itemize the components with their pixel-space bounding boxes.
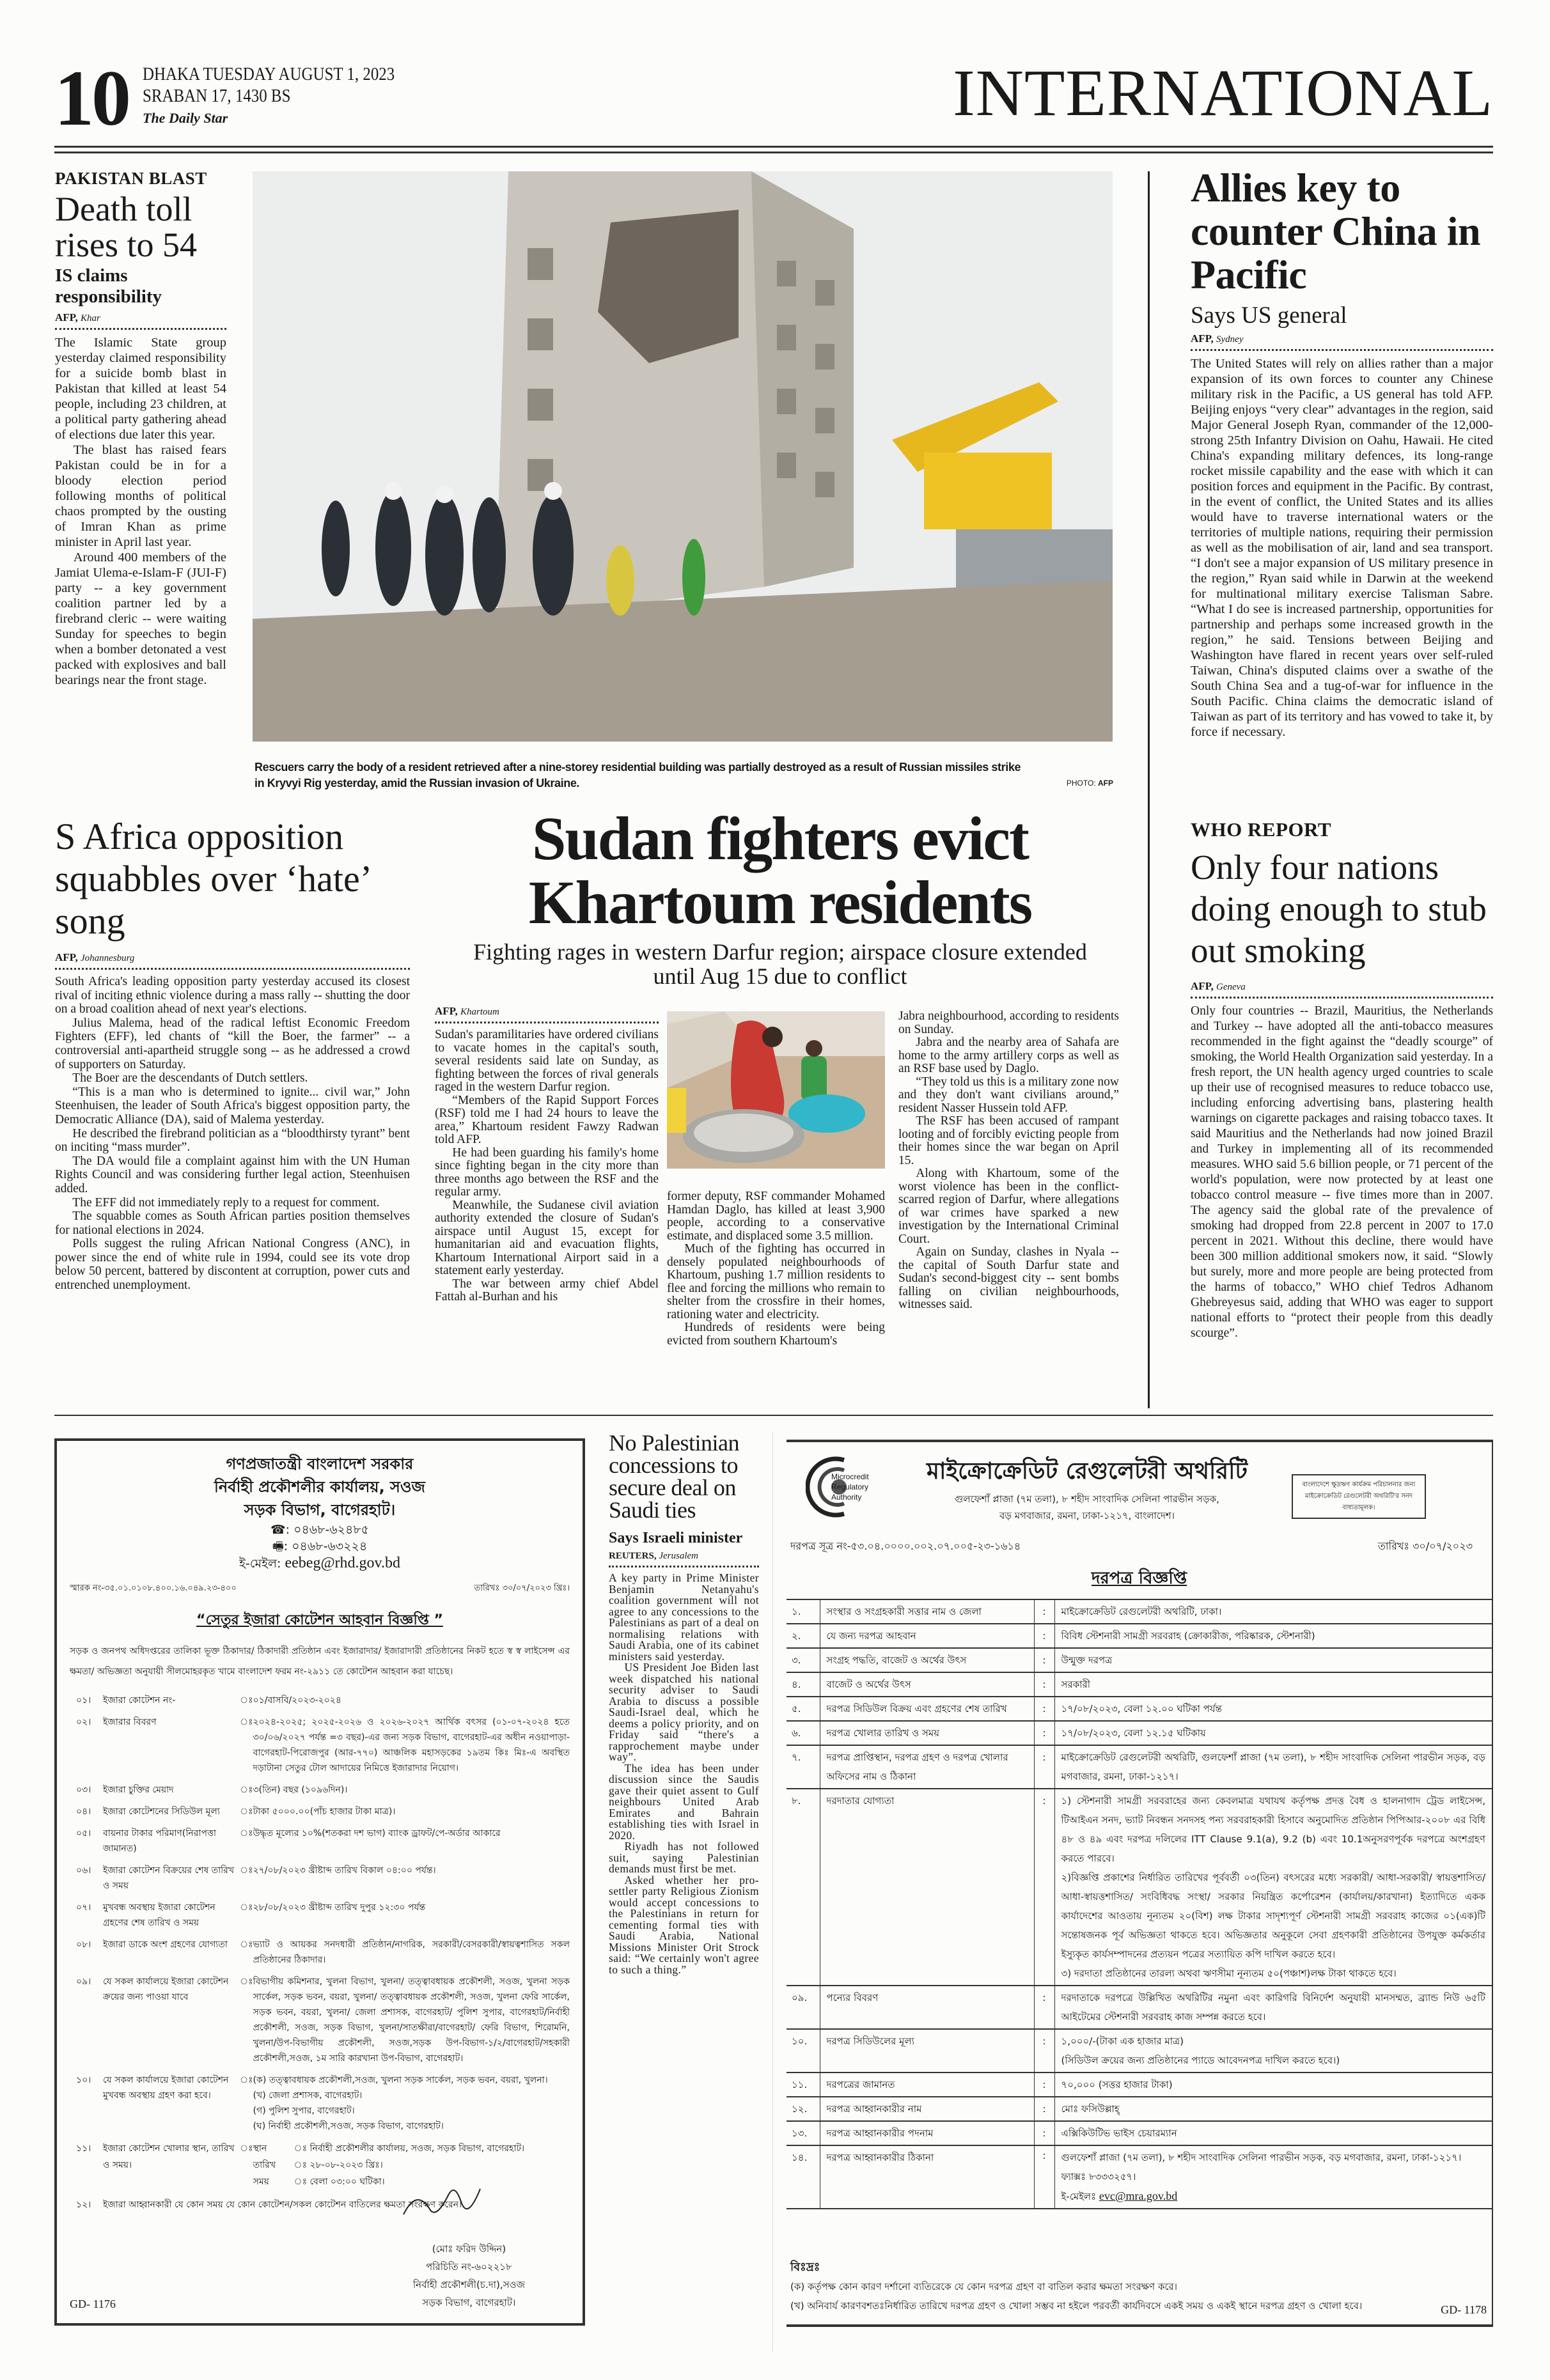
headline-line-1: Sudan fighters evict <box>532 804 1028 873</box>
item-label: ইজারা ডাকে অংশ গ্রহণের যোগ্যতা <box>103 1940 228 1950</box>
phone-number: : ০৪৬৮-৬২৪৮৫ <box>285 1523 370 1537</box>
row-colon: : <box>1034 1697 1054 1721</box>
item-colon: ঃ <box>240 1717 253 1727</box>
item-number: ১১। <box>76 2143 91 2154</box>
sudan-photo <box>667 1011 885 1169</box>
row-number: ৩. <box>787 1648 820 1672</box>
item-row <box>70 1801 570 1823</box>
item-colon: ঃ <box>240 1865 253 1876</box>
headline <box>435 804 1125 937</box>
tender-row <box>787 1745 1492 1789</box>
row-value: মোঃ ফসিউল্লাহ্ <box>1061 2103 1120 2115</box>
article-palestinian-concessions <box>609 1432 759 1975</box>
paragraph: The blast has raised fears Pakistan could be in for a bloody election period following months of political chaos prompted by the ousting of Imran Khan as prime minister in April last year. <box>55 443 226 549</box>
item-colon: ঃ <box>240 2075 253 2085</box>
fax-icon: 🖷 <box>272 1539 284 1553</box>
tender-row <box>787 1789 1492 1986</box>
item-value: ৩(তিন) বছর (১০৯৬দিন)। <box>253 1785 348 1795</box>
subhead: Fighting rages in western Darfur region; airspace closure extended until Aug 15 due to conflict <box>473 939 1087 989</box>
row-label: দরপত্রের জামানত <box>820 2073 1034 2097</box>
paragraph: The idea has been under discussion since the Saudis gave their quiet assent to Gulf neighbours United Arab Emirates and Bahrain establishing ties with Israel in 2020. <box>609 1761 759 1842</box>
item-number: ০৬। <box>76 1865 91 1876</box>
agency: AFP, <box>55 951 78 963</box>
signatory-line: নির্বাহী প্রকৌশলী(চ.দা),সওজ <box>412 2279 525 2291</box>
item-number: ১০। <box>76 2075 91 2085</box>
item-label: ইজারার বিবরণ <box>103 1717 157 1727</box>
row-label: পন্যের বিবরণ <box>820 1986 1034 2029</box>
phone-icon: ☎ <box>270 1523 286 1537</box>
signatory <box>413 2240 525 2312</box>
place-label: স্থান <box>253 2143 267 2154</box>
paragraph: The RSF has been accused of rampant looting and of forcibly evicting people from their homes since the war began on April 15. <box>898 1114 1119 1167</box>
paragraph: Riyadh has not followed suit, saying Palestinian demands must first be met. <box>609 1840 759 1875</box>
divider <box>1191 997 1493 999</box>
agency: AFP, <box>1191 332 1214 345</box>
row-label: দরপত্র সিডিউলের মূল্য <box>820 2029 1034 2073</box>
ad-header <box>70 1452 570 1521</box>
byline <box>1191 332 1493 345</box>
time-label: সময় <box>253 2177 269 2187</box>
credit-source: AFP <box>1098 779 1113 788</box>
item-colon: ঃ <box>240 1940 253 1950</box>
article-pakistan-blast <box>55 169 226 688</box>
sudan-column-1 <box>435 1005 659 1304</box>
row-label: দরপত্র প্রাপ্তিস্থান, দরপত্র গ্রহণ ও দরপত্র খোলার অফিসের নাম ও ঠিকানা <box>820 1745 1034 1789</box>
item-label: ইজারা কোটেশন বিক্রয়ের শেষ তারিখ ও সময় <box>103 1865 235 1891</box>
row-value: উন্মুক্ত দরপত্র <box>1061 1654 1113 1666</box>
memo-row <box>70 1581 570 1596</box>
row-value: দরদাতাকে দরপত্রে উল্লিখিত অথরিটির নমুনা এবং কারিগরি বিনির্দেশ অনুযায়ী মানসম্মত, ব্র্যান্ড নিউ ৬৫টি আইটেমের স্টেশনারী সরবরাহ কাজ সম্পন্ন করতে হবে। <box>1061 1992 1485 2023</box>
item-value: ০১/বাসবি/২০২৩-২০২৪ <box>253 1695 341 1706</box>
headline: No Palestinian concessions to secure deal on Saudi ties <box>609 1430 739 1523</box>
fax <box>70 1538 570 1555</box>
email-label: ই-মেইলঃ <box>1061 2191 1097 2202</box>
bangla-date: SRABAN 17, 1430 BS <box>143 86 291 106</box>
item-row <box>70 1711 570 1779</box>
paragraph: Polls suggest the ruling African National Congress (ANC), in power since the end of white rule in 1994, could see its vote drop below 50 percent, battered by discontent at corruption, power cuts and entrenched unemployment. <box>55 1237 410 1293</box>
caption-text: Rescuers carry the body of a resident retrieved after a nine-storey residential building was partially destroyed as a result of Russian missiles strike in Kryvyi Rig yesterday, amid the Russian invasion of Ukraine. <box>254 761 1021 789</box>
row-colon: : <box>1034 1672 1054 1697</box>
tender-row <box>787 2029 1492 2073</box>
item-label: ইজারা কোটেশন খোলার স্থান, তারিখ ও সময়। <box>103 2143 235 2170</box>
item-label: ইজারা কোটেশনের সিডিউল মূল্য <box>103 1807 220 1817</box>
paragraph: Jabra neighbourhood, according to residents on Sunday. <box>898 1009 1119 1036</box>
memo-number: স্মারক নং-৩৫.০১.০১০৮.৪০০.১৬.০৪৯.২৩-৪০০ <box>70 1583 237 1593</box>
paragraph: Only four countries -- Brazil, Mauritius, the Netherlands and Turkey -- have adopted all the anti-tobacco measures recommended in the fight against the “deadly scourge” of smoking, the World Health Organization said yesterday. In a fresh report, the UN health agency urged countries to scale up their use of recognised measures to reduce tobacco use, including enforcing advertising bans, plastering health warnings on cigarette packages and raising tobacco taxes. It said Mauritius and the Netherlands had now joined Brazil and Turkey in implementing all of its recommended measures. WHO said 5.6 billion people, or 71 percent of the world's population, were now protected by at least one tobacco control measure -- five times more than in 2007. The agency said the global rate of the prevalence of smoking had dropped from 22.8 percent in 2007 to 17.0 percent in 2021. Without this decline, there would have been 300 million additional smokers now, it said. “Slowly but surely, more and more people are being protected from the harms of tobacco,” WHO chief Tedros Adhanom Ghebreyesus said, adding that WHO was eager to support national efforts to “protect their people from this deadly scourge”. <box>1191 1004 1493 1340</box>
row-label: দরপত্র খোলার তারিখ ও সময় <box>820 1721 1034 1745</box>
paragraph: The EFF did not immediately reply to a request for comment. <box>72 1195 380 1209</box>
row-label: দরপত্র আহ্বানকারীর পদনাম <box>820 2121 1034 2145</box>
opening-table <box>70 2137 570 2216</box>
contact <box>70 1521 570 1572</box>
row-number: ৬. <box>787 1721 820 1745</box>
row-colon: : <box>1034 2121 1054 2145</box>
tender-row <box>787 1599 1492 1624</box>
row-number: ১৪. <box>787 2145 820 2209</box>
paragraph: Hundreds of residents were being evicted from southern Khartoum's <box>667 1321 885 1348</box>
row-colon: : <box>1034 2073 1054 2097</box>
paragraph: Much of the fighting has occurred in densely populated neighbourhoods of Khartoum, pushing 1.7 million residents to flee and forcing the millions who remain to shelter from the crossfire in their homes, rationing water and electricity. <box>667 1242 885 1321</box>
ad-code: GD- 1178 <box>1441 2303 1487 2316</box>
row-label: দরদাতার যোগ্যতা <box>820 1789 1034 1986</box>
tender-notice-mra <box>787 1440 1493 2327</box>
item-label: যে সকল কার্যালয়ে ইজারা কোটেশন ক্রয়ের জন্য পাওয়া যাবে <box>103 1977 229 2002</box>
row-colon: : <box>1034 1986 1054 2029</box>
header-rule <box>54 146 1493 153</box>
email <box>70 1555 570 1572</box>
item-text: ইজারা আহ্বানকারী যে কোন সময় যে কোন কোটেশন/সকল কোটেশন বাতিলের ক্ষমতা সংরক্ষণ করেন। <box>103 2200 462 2210</box>
paragraph: A key party in Prime Minister Benjamin Netanyahu's coalition government will not agree to any concessions to the Palestinians as part of a deal on normalising relations with Saudi Arabia, one of its cabinet ministers said yesterday. <box>609 1571 759 1663</box>
item-number: ১২। <box>76 2200 91 2210</box>
row-label: সংস্থার ও সংগ্রহকারী সত্তার নাম ও জেলা <box>820 1599 1034 1624</box>
item-row <box>70 2069 570 2137</box>
item-colon: ঃ <box>240 1807 253 1817</box>
date-label: তারিখ <box>253 2160 276 2170</box>
note: (ক) কর্তৃপক্ষ কোন কারণ দর্শানো ব্যতিরেকে যে কোন দরপত্র গ্রহণ বা বাতিল করার ক্ষমতা সংরক্ষণ করে। <box>790 2281 1177 2292</box>
agency: AFP, <box>435 1005 458 1017</box>
paragraph: The DA would file a complaint against him with the UN Human Rights Council and was considering further legal action, Steenhuisen added. <box>55 1154 410 1195</box>
paragraph: South Africa's leading opposition party yesterday accused its closest rival of inciting ethnic violence during a mass rally -- shutting the door on a broad coalition ahead of next year's elections. <box>55 975 410 1016</box>
credit-label: PHOTO: <box>1066 779 1096 788</box>
agency: REUTERS, <box>609 1551 657 1561</box>
row-number: ৫. <box>787 1697 820 1721</box>
displaced-family-image <box>667 1011 885 1169</box>
item-number: ০১। <box>76 1695 91 1706</box>
date-value: ২৮-০৮-২০২৩ খ্রিঃ। <box>309 2160 383 2170</box>
row-colon: : <box>1034 1648 1054 1672</box>
paragraph: Along with Khartoum, some of the worst violence has been in the conflict-scarred region of Darfur, where allegations of war crimes have sparked a new investigation by the International Criminal Court. <box>898 1167 1119 1246</box>
kicker: PAKISTAN BLAST <box>55 169 207 188</box>
item-number: ০৩। <box>76 1785 91 1795</box>
email <box>1061 2186 1486 2206</box>
date-line: DHAKA TUESDAY AUGUST 1, 2023 <box>143 64 395 84</box>
row-value: ১) স্টেশনারী সামগ্রী সরবরাহের জন্য কেবলমাত্র যথাযথ কর্তৃপক্ষ প্রদত্ত বৈধ ও হালনাগাদ ট্রেড লাইসেন্স, টিআইএন সনদ, ভ্যাট নিবন্ধন সনদসহ পন্য সরবরাহকারী হিসাবে অনুমোদিত প্রতিষ্ঠান পিপিআর-২০০৮ এর বিধি ৪৮ ও ৪৯ এবং দরপত্র দলিলের ITT Clause 9.1(a), 9.2 (b) এবং 10.1অনুসরণপূর্বক দরপত্রে অংশগ্রহণ করতে পারবে। ২)বিজ্ঞপ্তি প্রকাশের নির্ধারিত তারিখের পূর্ববর্তী ০৩(তিন) বৎসরের মধ্যে সরকারী/ আধা-সরকারী/ স্বায়ত্তশাসিত/ আধা-স্বায়ত্তশাসিত/ সংবিধিবদ্ধ সংস্থা/ সরকার নিয়ন্ত্রিত কর্পোরেশন (কার্যালয়/কারখানা) ইত্যাদিতে একক কার্যাদেশের আওতায় নূন্যতম ২০(বিশ) লক্ষ টাকার সাদৃশ্যপূর্ণ স্টেশনারী সামগ্রী সরবরাহ কাজের ০১(এক)টি সন্তোষজনক পূর্ব অভিজ্ঞতা থাকতে হবে। অভিজ্ঞতার অনুকূলে সেবা গ্রহণকারী প্রতিষ্ঠানের উপযুক্ত কর্মকর্তার ইস্যুকৃত কার্যসম্পাদনের প্রত্যয়ন পত্রের সত্যায়িত কপি দাখিল করতে হবে। ৩) দরদাতা প্রতিষ্ঠানের তারল্য অথবা ঋণসীমা নূন্যতম ৫০(পঞ্চাশ)লক্ষ টাকা থাকতে হবে। <box>1061 1795 1485 1979</box>
row-number: ১১. <box>787 2073 820 2097</box>
tender-row <box>787 2121 1492 2145</box>
paragraph: Meanwhile, the Sudanese civil aviation authority extended the closure of Sudan's airspace until August 15, except for humanitarian aid and evacuation flights, Khartoum International Airport said in a statement early yesterday. <box>435 1198 659 1277</box>
tender-notice-rhd-bagerhat <box>54 1438 585 2326</box>
article-allies-china <box>1191 166 1493 740</box>
item-value: ২৭/০৮/২০২৩ খ্রীষ্টাব্দ তারিখ বিকাল ০৪:০০ পর্যন্ত। <box>253 1865 436 1876</box>
paragraph: Jabra and the nearby area of Sahafa are home to the army artillery corps as well as an RSF base used by Daglo. <box>898 1036 1119 1075</box>
phone <box>70 1521 570 1538</box>
agency: AFP, <box>55 311 78 323</box>
article-body <box>609 1573 759 1975</box>
item-colon: ঃ <box>240 1977 253 1987</box>
header-line: গণপ্রজাতন্ত্রী বাংলাদেশ সরকার <box>226 1455 414 1473</box>
article-body <box>55 335 226 688</box>
row-colon: : <box>1034 2145 1054 2209</box>
row-number: ২. <box>787 1624 820 1648</box>
paragraph: He had been guarding his family's home since fighting began in the city more than three months ago between the RSF and the regular army. <box>435 1146 659 1199</box>
row-value: এক্সিকিউটিভ ভাইস চেয়ারম্যান <box>1061 2127 1177 2139</box>
sudan-column-2 <box>667 1190 885 1348</box>
dateline: Khartoum <box>460 1007 499 1017</box>
item-colon: ঃ <box>240 1785 253 1795</box>
row-colon: : <box>1034 1599 1054 1624</box>
row-colon: : <box>1034 1789 1054 1986</box>
page-number: 10 <box>54 54 129 142</box>
page-header <box>54 54 1493 155</box>
row-label: দরপত্র আহ্বানকারীর নাম <box>820 2097 1034 2121</box>
section-title: INTERNATIONAL <box>953 56 1493 130</box>
row-value: ৭০,০০০ (সত্তর হাজার টাকা) <box>1061 2079 1173 2090</box>
opening-time: সময় ঃ বেলা ০৩:০০ ঘটিকা। <box>253 2174 570 2190</box>
paragraph: former deputy, RSF commander Mohamed Hamdan Daglo, has killed at least 3,900 people, according to a conservative estimate, and displaced some 3.5 million. <box>667 1190 885 1243</box>
tender-row <box>787 1648 1492 1672</box>
mra-logo <box>806 1455 889 1519</box>
divider <box>1191 349 1493 351</box>
article-who-smoking <box>1191 818 1493 1341</box>
paragraph: Around 400 members of the Jamiat Ulema-e-Islam-F (JUI-F) party -- a key government coalition partner led by a firebrand cleric -- were waiting Sunday for speeches to begin when a bomber detonated a vest packed with explosives and ball bearings near the front stage. <box>55 550 226 687</box>
memo-date: তারিখঃ ৩০/০৭/২০২৩ খ্রিঃ। <box>474 1583 570 1593</box>
row-number: ১২. <box>787 2097 820 2121</box>
row-number: ৪. <box>787 1672 820 1697</box>
item-row <box>70 1823 570 1860</box>
headline: Only four nations doing enough to stub out smoking <box>1191 848 1487 970</box>
row-number: ৮. <box>787 1789 820 1986</box>
tender-row <box>787 1986 1492 2029</box>
byline <box>55 951 410 964</box>
item-value: ভ্যাট ও আয়কর সনদধারী প্রতিষ্ঠান/নাগরিক, সরকারী/বেসরকারী/স্বায়ত্বশাসিত সকল প্রতিষ্ঠানের ঠিকাদার। <box>253 1940 570 1965</box>
row-colon: : <box>1034 1745 1054 1789</box>
item-number: ০৫। <box>76 1828 91 1839</box>
item-value: উদ্ধৃত মূল্যের ১০%(শতকরা দশ ভাগ) ব্যাংক ড্রাফট/পে-অর্ডার আকারে <box>253 1828 501 1839</box>
paragraph: US President Joe Biden last week dispatched his national security adviser to Saudi Arabia to discuss a possible Saudi-Israel deal, which he deems a policy priority, and on Friday said “there's a rapprochement maybe under way”. <box>609 1661 759 1763</box>
dateline: Geneva <box>1216 982 1246 992</box>
item-colon: ঃ <box>240 1695 253 1706</box>
row-colon: : <box>1034 1721 1054 1745</box>
fax-number: : ০৪৬৮-৬৩২২৪ <box>283 1539 368 1553</box>
row-value: ১,০০০/-(টাকা এক হাজার মাত্র) (সিডিউল ক্রয়ের জন্য প্রতিষ্ঠানের প্যাডে আবেদনপত্র দাখিল করতে হবে।) <box>1061 2035 1340 2066</box>
item-row <box>70 1860 570 1897</box>
divider <box>609 1566 759 1567</box>
item-value: ২০২৪-২০২৫; ২০২৫-২০২৬ ও ২০২৬-২০২৭ আর্থিক বৎসর (০১-০৭-২০২৪ হতে ৩০/০৬/২০২৭ পর্যন্ত =৩ বছর)-এর জন্য সড়ক বিভাগ, বাগেরহাট-এর অধীন নওয়াপাড়া-বাগেরহাট-পিরোজপুর (আর-৭৭০) আঞ্চলিক মহাসড়কের ১৯তম কিঃ মিঃ-এ অবস্থিত দড়াটানা সেতুর টোল আদায়ের নিমিত্তে ইজারাদার নিয়োগ। <box>253 1717 570 1773</box>
item-row <box>70 2193 570 2216</box>
item-label: যে সকল কার্যালয়ে ইজারা কোটেশন মুখবন্ধ অবস্থায় গ্রহণ করা হবে। <box>103 2075 229 2101</box>
notice-title: “সেতুর ইজারা কোটেশন আহবান বিজ্ঞপ্তি ” <box>196 1612 443 1628</box>
row-value: বিবিধ স্টেশনারী সামগ্রী সরবরাহ (ক্রোকারীজ, পরিষ্কারক, স্টেশনারী) <box>1061 1630 1315 1642</box>
tender-row <box>787 1672 1492 1697</box>
opening-date: তারিখ ঃ ২৮-০৮-২০২৩ খ্রিঃ। <box>253 2157 570 2174</box>
place-value: নির্বাহী প্রকৌশলীর কার্যালয়, সওজ, সড়ক বিভাগ, বাগেরহাট। <box>309 2143 525 2154</box>
column-rule <box>772 1432 773 2353</box>
paragraph: Sudan's paramilitaries have ordered civilians to vacate homes in the capital's south, several residents said late on Sunday, as fighting between the forces of rival generals raged in the western Darfur region. <box>435 1028 659 1094</box>
headline: Allies key to counter China in Pacific <box>1191 165 1481 297</box>
item-colon: ঃ <box>240 1828 253 1839</box>
header-line: সড়ক বিভাগ, বাগেরহাট। <box>244 1501 396 1519</box>
subhead: IS claims responsibility <box>55 265 162 307</box>
byline <box>55 311 226 324</box>
row-label: দরপত্র সিডিউল বিক্রয় এবং গ্রহণের শেষ তারিখ <box>820 1697 1034 1721</box>
subhead: Says US general <box>1191 302 1347 329</box>
byline <box>435 1005 659 1018</box>
paragraph: Asked whether her pro-settler party Religious Zionism would accept concessions to the Palestinians in return for cementing formal ties with Saudi Arabia, National Missions Minister Orit Strock said: “We certainly won't agree to such a thing.” <box>609 1873 759 1976</box>
tender-date: তারিখঃ ৩০/০৭/২০২৩ <box>1377 1540 1473 1552</box>
headline-line-2: Khartoum residents <box>528 868 1032 937</box>
notes-list <box>790 2277 1487 2315</box>
address-line: বড় মগবাজার, রমনা, ঢাকা-১২১৭, বাংলাদেশ। <box>999 1510 1175 1521</box>
paragraph: Julius Malema, head of the radical leftist Economic Freedom Fighters (EFF), led chants of “kill the Boer, the farmer” -- a controversial anti-apartheid struggle song -- as he addressed a crowd of supporters on Saturday. <box>55 1016 410 1071</box>
signatory-line: পরিচিতি নং-৬০২২১৮ <box>426 2261 512 2273</box>
org-address <box>895 1491 1279 1524</box>
row-value <box>1054 2145 1492 2209</box>
item-row <box>70 2137 570 2193</box>
item-number: ০৪। <box>76 1807 91 1817</box>
ad-code: GD- 1176 <box>70 2298 116 2310</box>
main-photo <box>253 171 1113 742</box>
header-line: নির্বাহী প্রকৌশলীর কার্যালয়, সওজ <box>214 1478 426 1496</box>
tender-row <box>787 1721 1492 1745</box>
row-number: ১৩. <box>787 2121 820 2145</box>
agency: AFP, <box>1191 980 1214 992</box>
tender-title: দরপত্র বিজ্ঞপ্তি <box>1091 1569 1187 1588</box>
license-notice-box: বাংলাদেশে ক্ষুদ্রঋণ কার্যক্রম পরিচালনার জন্য মাইক্রোক্রেডিট রেগুলেটরী অথরিটি'র সনদ বাধ্যতামূলক। <box>1292 1474 1426 1519</box>
paragraph: The Boer are the descendants of Dutch settlers. <box>72 1071 308 1085</box>
headline: S Africa opposition squabbles over ‘hate’ song <box>55 816 370 942</box>
damaged-building-image <box>253 171 1113 742</box>
headline: Death toll rises to 54 <box>55 190 197 264</box>
note: (খ) অনিবার্য কারণবশতঃনির্ধারিত তারিখে দরপত্র গ্রহণ ও খোলা সম্ভব না হইলে পরবর্তী কার্যদিবসে একই সময় ও একই স্থানে দরপত্র গ্রহণ ও খোলা হবে। <box>790 2300 1363 2312</box>
paragraph: “They told us this is a military zone now and they don't want civilians around,” resident Nasser Hussein told AFP. <box>898 1075 1119 1115</box>
tender-row <box>787 2097 1492 2121</box>
tender-row <box>787 2073 1492 2097</box>
section-rule <box>54 1415 1493 1416</box>
row-colon: : <box>1034 1624 1054 1648</box>
divider <box>435 1022 659 1023</box>
paragraph: Again on Sunday, clashes in Nyala -- the capital of South Darfur state and Sudan's second-biggest city -- sent bombs falling on civilian neighbourhoods, witnesses said. <box>898 1245 1119 1311</box>
row-colon: : <box>1034 2097 1054 2121</box>
signatory-line: (মোঃ ফরিদ উদ্দিন) <box>432 2243 506 2255</box>
photo-caption <box>254 759 1115 791</box>
item-label: ইজারা চুক্তির মেয়াদ <box>103 1785 174 1795</box>
article-body <box>1191 1004 1493 1341</box>
row-label: সংগ্রহ পদ্ধতি, বাজেট ও অর্থের উৎস <box>820 1648 1034 1672</box>
item-value: টাকা ৫০০০.০০(পাঁচ হাজার টাকা মাত্র)। <box>253 1807 396 1817</box>
item-number: ০৭। <box>76 1902 91 1913</box>
email-link[interactable]: evc@mra.gov.bd <box>1099 2189 1178 2202</box>
kicker: WHO REPORT <box>1191 818 1332 841</box>
notes <box>790 2258 1487 2315</box>
notes-heading: বিঃদ্রঃ <box>790 2260 820 2274</box>
logo-text-line: Microcredit <box>831 1472 869 1481</box>
paper-logo: The Daily Star <box>143 110 228 126</box>
signatory-line: সড়ক বিভাগ, বাগেরহাট। <box>422 2297 516 2308</box>
photo-credit <box>1067 775 1113 791</box>
row-value: মাইক্রোক্রেডিট রেগুলেটরী অথরিটি, ঢাকা। <box>1061 1606 1222 1617</box>
item-value: বিভাগীয় কমিশনার, খুলনা বিভাগ, খুলনা/ তত্ত্বাবধায়ক প্রকৌশলী, সওজ, খুলনা সড়ক সার্কেল, সড়ক ভবন, বয়রা, খুলনা/ তত্ত্বাবধায়ক প্রকৌশলী, সওজ, খুলনা ফেরি সার্কেল, সড়ক ভবন, বয়রা, খুলনা/ জেলা প্রশাসক, বাগেরহাট/ পুলিশ সুপার, বাগেরহাট/নির্বাহী প্রকৌশলী, সওজ, সড়ক বিভাগ, খুলনা/সাতক্ষীরা/বাগেরহাট/ ফেরি বিভাগ, শিরোমনি, খুলনা/উপ-বিভাগীয় প্রকৌশলী, সওজ,সড়ক উপ-বিভাগ-১/২/বাগেরহাট/সহকারী প্রকৌশলী,সওজ, ১ম সারি কারখানা উপ-বিভাগ, বাগেরহাট। <box>253 1977 570 2064</box>
tender-ref: দরপত্র সূত্র নং-৫৩.০৪.০০০০.০০২.০৭.০০৫-২৩-১৬১৪ <box>790 1540 1021 1552</box>
logo-text-line: Authority <box>831 1493 862 1502</box>
dateline: Johannesburg <box>81 953 135 963</box>
item-row <box>70 1934 570 1971</box>
mra-logo-text <box>831 1472 869 1502</box>
article-body <box>1191 356 1493 740</box>
opening-place: স্থান ঃ নির্বাহী প্রকৌশলীর কার্যালয়, সওজ, সড়ক বিভাগ, বাগেরহাট। <box>253 2140 570 2157</box>
article-body <box>435 1029 659 1304</box>
row-value: সরকারী <box>1061 1679 1091 1690</box>
paragraph: He described the firebrand politician as a “bloodthirsty tyrant” bent on inciting “mass murder”. <box>55 1126 410 1155</box>
subhead: Says Israeli minister <box>609 1530 743 1546</box>
item-value: (ক) তত্ত্বাবধায়ক প্রকৌশলী,সওজ, খুলনা সড়ক সার্কেল, সড়ক ভবন, বয়রা, খুলনা। (খ) জেলা প্রশাসক, বাগেরহাট। (গ) পুলিশ সুপার, বাগেরহাট। (ঘ) নির্বাহী প্রকৌশলী,সওজ, সড়ক বিভাগ, বাগেরহাট। <box>253 2075 548 2131</box>
item-colon: ঃ <box>240 1902 253 1913</box>
dateline: Sydney <box>1216 334 1244 345</box>
row-label: যে জন্য দরপত্র আহবান <box>820 1624 1034 1648</box>
row-value: মাইক্রোক্রেডিট রেগুলেটরী অথরিটি, গুলফেশাঁ প্লাজা (৭ম তলা), ৮ শহীদ সাংবাদিক সেলিনা পারভীন সড়ক, বড় মগবাজার, রমনা, ঢাকা-১২১৭। <box>1061 1752 1485 1782</box>
item-value: ২৮/০৮/২০২৩ খ্রীষ্টাব্দ তারিখ দুপুর ১২:৩০ পর্যন্ত <box>253 1902 426 1913</box>
address-line: গুলফেশাঁ প্লাজা (৭ম তলা), ৮ শহীদ সাংবাদিক সেলিনা পারভীন সড়ক, <box>955 1493 1219 1505</box>
paragraph: The United States will rely on allies rather than a major expansion of its own forces to counter any Chinese military risk in the Pacific, a US general has told AFP. Beijing enjoys “very clear” advantages in the region, said Major General Joseph Ryan, commander of the 12,000-strong 25th Infantry Division on Oahu, Hawaii. He cited China's expanding military defences, its long-range rocket missile capability and the ease with which it can position forces and equipment in the Pacific. By contrast, in the event of conflict, the United States and its allies would have to traverse international waters or the territories of multiple nations, requiring their permission as well as the mobilisation of air, land and sea transport. “I don't see a major expansion of US military presence in the region,” Ryan said while in Darwin at the weekend for multinational military exercise Talisman Sabre. “What I do see is increased partnership, opportunities for partnership and perhaps some increased growth in the region,” he said. Tensions between Beijing and Washington have flared in recent years over self-ruled Taiwan, China's disputed claims over a swathe of the South China Sea and a tug-of-war for influence in the South Pacific. China claims the democratic island of Taiwan as part of its territory and has vowed to take it, by force if necessary. <box>1191 357 1493 739</box>
paragraph: The Islamic State group yesterday claimed responsibility for a suicide bomb blast in Pakistan that killed at least 54 people, including 23 children, at a political party gathering ahead of elections due later this year. <box>55 336 226 442</box>
divider <box>55 328 226 330</box>
article-sudan <box>435 804 1125 1414</box>
item-number: ০২। <box>76 1717 91 1727</box>
article-body <box>55 975 410 1293</box>
email-address[interactable]: eebeg@rhd.gov.bd <box>285 1555 400 1571</box>
item-label: মুখবন্ধ অবস্থায় ইজারা কোটেশন গ্রহণের শেষ তারিখ ও সময় <box>103 1902 215 1928</box>
item-row <box>70 1779 570 1801</box>
column-rule <box>1148 171 1150 1408</box>
tender-row <box>787 1697 1492 1721</box>
item-number: ০৮। <box>76 1940 91 1950</box>
row-label: দরপত্র আহ্বানকারীর ঠিকানা <box>820 2145 1034 2209</box>
item-label: ইজারা কোটেশন নং- <box>103 1695 176 1706</box>
tender-table <box>787 1599 1492 2209</box>
article-safrica-song <box>55 816 410 1293</box>
paragraph: “This is a man who is determined to ignite... civil war,” John Steenhuisen, the leader of South Africa's biggest opposition party, the Democratic Alliance (DA), said of Malema yesterday. <box>55 1085 410 1126</box>
row-colon: : <box>1034 2029 1054 2073</box>
tender-row <box>787 1624 1492 1648</box>
intro: সড়ক ও জনপথ অধিদপ্তরের তালিকা ভূক্ত ঠিকাদার/ ঠিকাদারী প্রতিষ্ঠান এবং ইজারাদার/ ইজারাদারী প্রতিষ্ঠানের নিকট হতে স্ব স্ব লাইসেন্স এর ক্ষমতা/ অভিজ্ঞতা অনুযায়ী সীলমোহরকৃত খামে বাংলাদেশ ফরম নং-২৯১১ তে কোটেশন আহবান করা যাচেছ। <box>70 1646 570 1677</box>
logo-text-line: Regulatory <box>831 1482 869 1491</box>
org-name: মাইক্রোক্রেডিট রেগুলেটরী অথরিটি <box>926 1458 1248 1484</box>
item-row <box>70 1971 570 2069</box>
row-value: ১৭/০৮/২০২৩, বেলা ১২.০০ ঘটিকা পর্যন্ত <box>1061 1703 1222 1715</box>
paragraph: The squabble comes as South African parties position themselves for national elections in 2024. <box>55 1209 410 1237</box>
row-number: ১০. <box>787 2029 820 2073</box>
item-row <box>70 1897 570 1934</box>
row-number: ৭. <box>787 1745 820 1789</box>
item-label: বায়নার টাকার পরিমাণ(নিরাপত্তা জামানত) <box>103 1828 217 1854</box>
row-number: ০৯. <box>787 1986 820 2029</box>
paragraph: The war between army chief Abdel Fattah al-Burhan and his <box>435 1277 659 1303</box>
signature-icon <box>397 2182 487 2227</box>
dateline: Jerusalem <box>659 1551 699 1561</box>
byline <box>609 1551 759 1562</box>
sudan-column-3 <box>898 1010 1119 1312</box>
tender-row <box>787 2145 1492 2209</box>
divider <box>55 968 410 970</box>
dateline: Khar <box>81 313 100 323</box>
byline <box>1191 980 1493 993</box>
row-value: ১৭/০৮/২০২৩, বেলা ১২.১৫ ঘটিকায় <box>1061 1727 1206 1739</box>
time-value: বেলা ০৩:০০ ঘটিকা। <box>309 2177 385 2187</box>
item-colon: ঃ <box>240 2143 253 2154</box>
items-table <box>70 1690 570 2137</box>
address-text: গুলফেশাঁ প্লাজা (৭ম তলা), ৮ শহীদ সাংবাদিক সেলিনা পারভীন সড়ক, বড় মগবাজার, রমনা, ঢাকা-১২১৭। ফ্যাক্সঃ ৮৩৩৩২৫৭। <box>1061 2152 1462 2182</box>
row-label: বাজেট ও অর্থের উৎস <box>820 1672 1034 1697</box>
email-label: ই-মেইল: <box>239 1557 281 1571</box>
row-number: ১. <box>787 1599 820 1624</box>
item-number: ০৯। <box>76 1977 91 1987</box>
item-row <box>70 1690 570 1711</box>
paragraph: “Members of the Rapid Support Forces (RSF) told me I had 24 hours to leave the area,” Khartoum resident Fawzy Radwan told AFP. <box>435 1093 659 1146</box>
